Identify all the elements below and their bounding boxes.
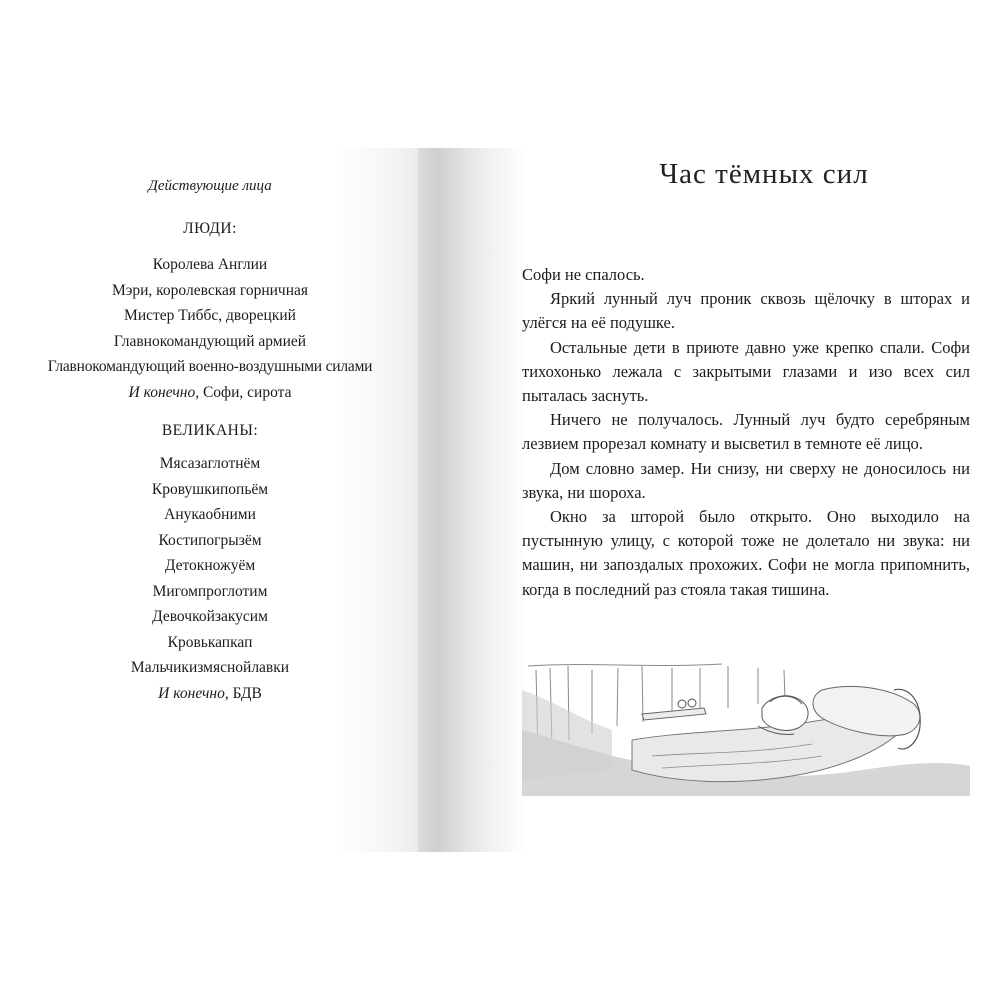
glasses-icon [678, 700, 686, 708]
italic-prefix: И конечно, [128, 383, 200, 401]
paragraph: Остальные дети в приюте давно уже крепко спали. Софи тихохонько лежала с закрытыми глазами и изо всех сил пыталась заснуть. [522, 337, 970, 406]
list-item: Королева Англии [152, 256, 268, 273]
list-item-text: БДВ [228, 684, 262, 702]
list-item: Мигомпроглотим [152, 582, 268, 600]
giants-list [0, 451, 420, 706]
paragraph: Яркий лунный луч проник сквозь щёлочку в шторах и улёгся на её подушке. [522, 289, 970, 333]
list-item: Мистер Тиббс, дворецкий [124, 307, 296, 324]
paragraph: Софи не спалось. [522, 265, 645, 284]
list-item-last [0, 681, 420, 707]
italic-prefix: И конечно, [158, 684, 229, 702]
list-item: Главнокомандующий военно-воздушными силами [47, 358, 373, 375]
list-item: Девочкойзакусим [152, 608, 268, 625]
list-item: Мэри, королевская горничная [111, 281, 309, 299]
book-gutter [418, 148, 528, 852]
list-item-last [0, 380, 420, 406]
paragraph: Ничего не получалось. Лунный луч будто серебряным лезвием прорезал комнату и высветил в темноте её лицо. [522, 410, 970, 454]
glasses-icon [688, 699, 696, 707]
list-item: Детокножуём [164, 557, 256, 574]
book-spread [0, 148, 1000, 852]
list-item: Главнокомандующий армией [113, 332, 307, 350]
list-item: Анукаобними [164, 506, 256, 523]
list-item: Мясазаглотнём [159, 455, 261, 472]
wall-shadow [522, 690, 612, 780]
list-item-text: Софи, сирота [199, 383, 292, 401]
list-item: Мальчикизмяснойлавки [130, 659, 290, 676]
chapter-body [522, 263, 970, 602]
chapter-title: Час тёмных сил [659, 158, 869, 190]
cast-heading: Действующие лица [148, 178, 272, 194]
sleeping-girl-illustration [522, 660, 970, 796]
bedside-table [642, 708, 706, 720]
giants-section-title: ВЕЛИКАНЫ: [161, 422, 259, 439]
list-item: Кровькапкап [167, 633, 253, 651]
list-item: Кровушкипопьём [151, 480, 269, 498]
paragraph: Дом словно замер. Ни снизу, ни сверху не доносилось ни звука, ни шороха. [522, 458, 970, 502]
list-item: Костипогрызём [158, 531, 262, 549]
paragraph: Окно за шторой было открыто. Оно выходило на пустынную улицу, с которой тоже не долетало ни звука: ни машин, ни запоздалых прохожих. Софи не могла припомнить, когда в последний раз стояла такая тишина. [522, 507, 970, 599]
people-list [0, 252, 420, 405]
people-section-title: ЛЮДИ: [183, 220, 237, 237]
girl-head [762, 696, 808, 731]
